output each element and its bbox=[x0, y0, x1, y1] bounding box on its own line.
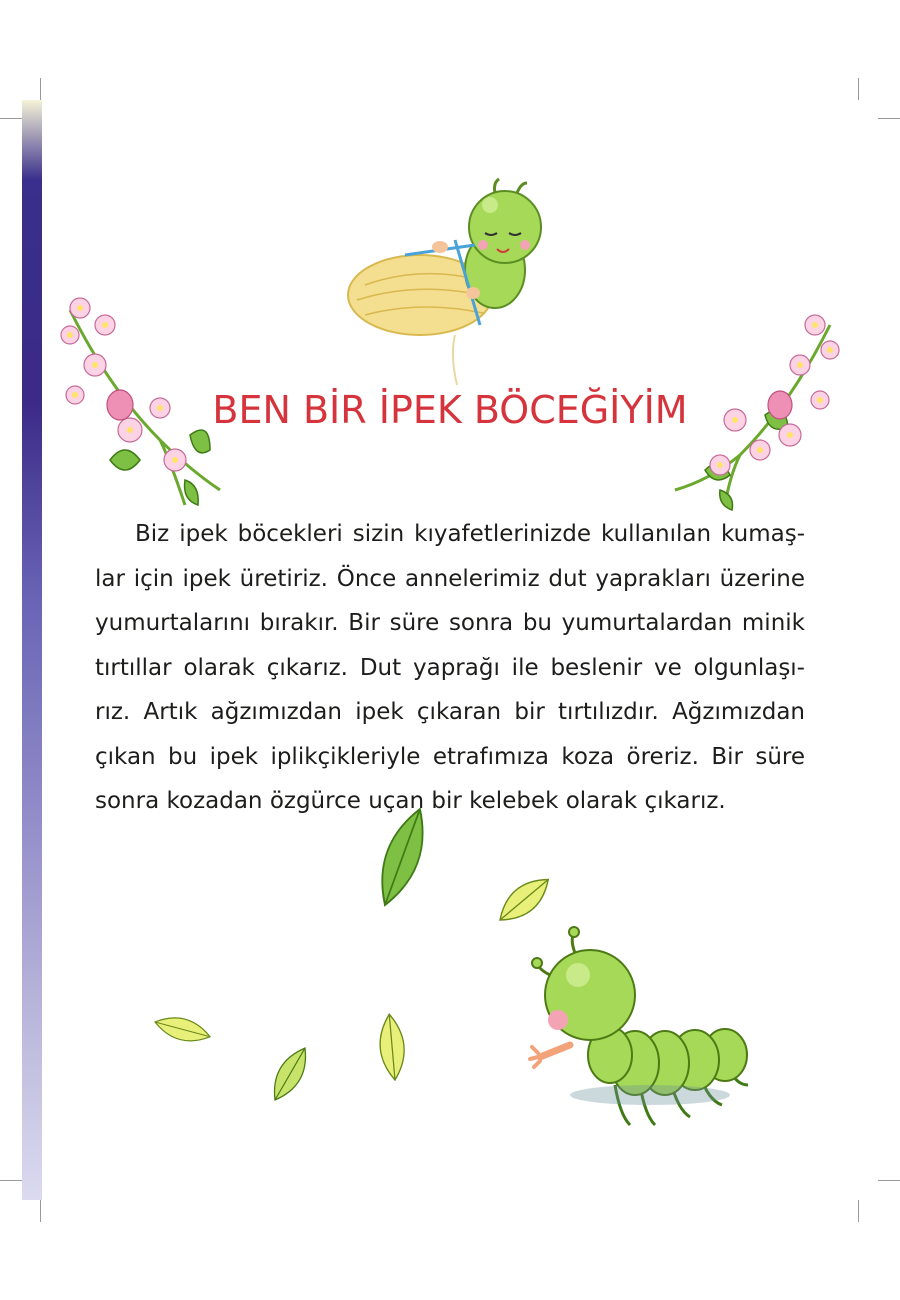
crop-mark bbox=[858, 78, 859, 100]
leaf-icon bbox=[152, 1012, 212, 1047]
crop-mark bbox=[40, 78, 41, 100]
crop-mark bbox=[0, 1180, 22, 1181]
leaves-illustration bbox=[140, 860, 580, 1100]
leaf-icon bbox=[377, 1013, 406, 1081]
paragraph-line: sonra kozadan özgürce uçan bir kelebek olarak çıkarız. bbox=[95, 788, 726, 814]
crop-mark bbox=[878, 118, 900, 119]
leaf-icon bbox=[265, 1042, 314, 1105]
crop-mark bbox=[40, 1200, 41, 1222]
paragraph-line: çıkan bu ipek iplikçikleriyle etrafımıza koza öreriz. Bir süre bbox=[95, 743, 805, 770]
story-paragraph bbox=[95, 512, 805, 824]
page-edge-strip bbox=[22, 100, 42, 1200]
page-title: BEN BİR İPEK BÖCEĞİYİM bbox=[212, 388, 688, 432]
caterpillar-cocoon-illustration bbox=[345, 185, 565, 385]
paragraph-line: tırtıllar olarak çıkarız. Dut yaprağı ile beslenir ve olgunlaşı- bbox=[95, 654, 805, 681]
paragraph-line: yumurtalarını bırakır. Bir süre sonra bu yumurtalardan minik bbox=[95, 610, 805, 636]
paragraph-line: rız. Artık ağzımızdan ipek çıkaran bir tırtılızdır. Ağzımızdan bbox=[95, 699, 805, 725]
caterpillar-illustration bbox=[530, 935, 760, 1135]
paragraph-line: Biz ipek böcekleri sizin kıyafetlerinizde kullanılan kumaş- bbox=[135, 521, 805, 547]
crop-mark bbox=[0, 118, 22, 119]
paragraph-line: lar için ipek üretiriz. Önce annelerimiz dut yaprakları üzerine bbox=[95, 565, 805, 592]
leaf-icon bbox=[492, 870, 556, 930]
crop-mark bbox=[858, 1200, 859, 1222]
crop-mark bbox=[878, 1180, 900, 1181]
